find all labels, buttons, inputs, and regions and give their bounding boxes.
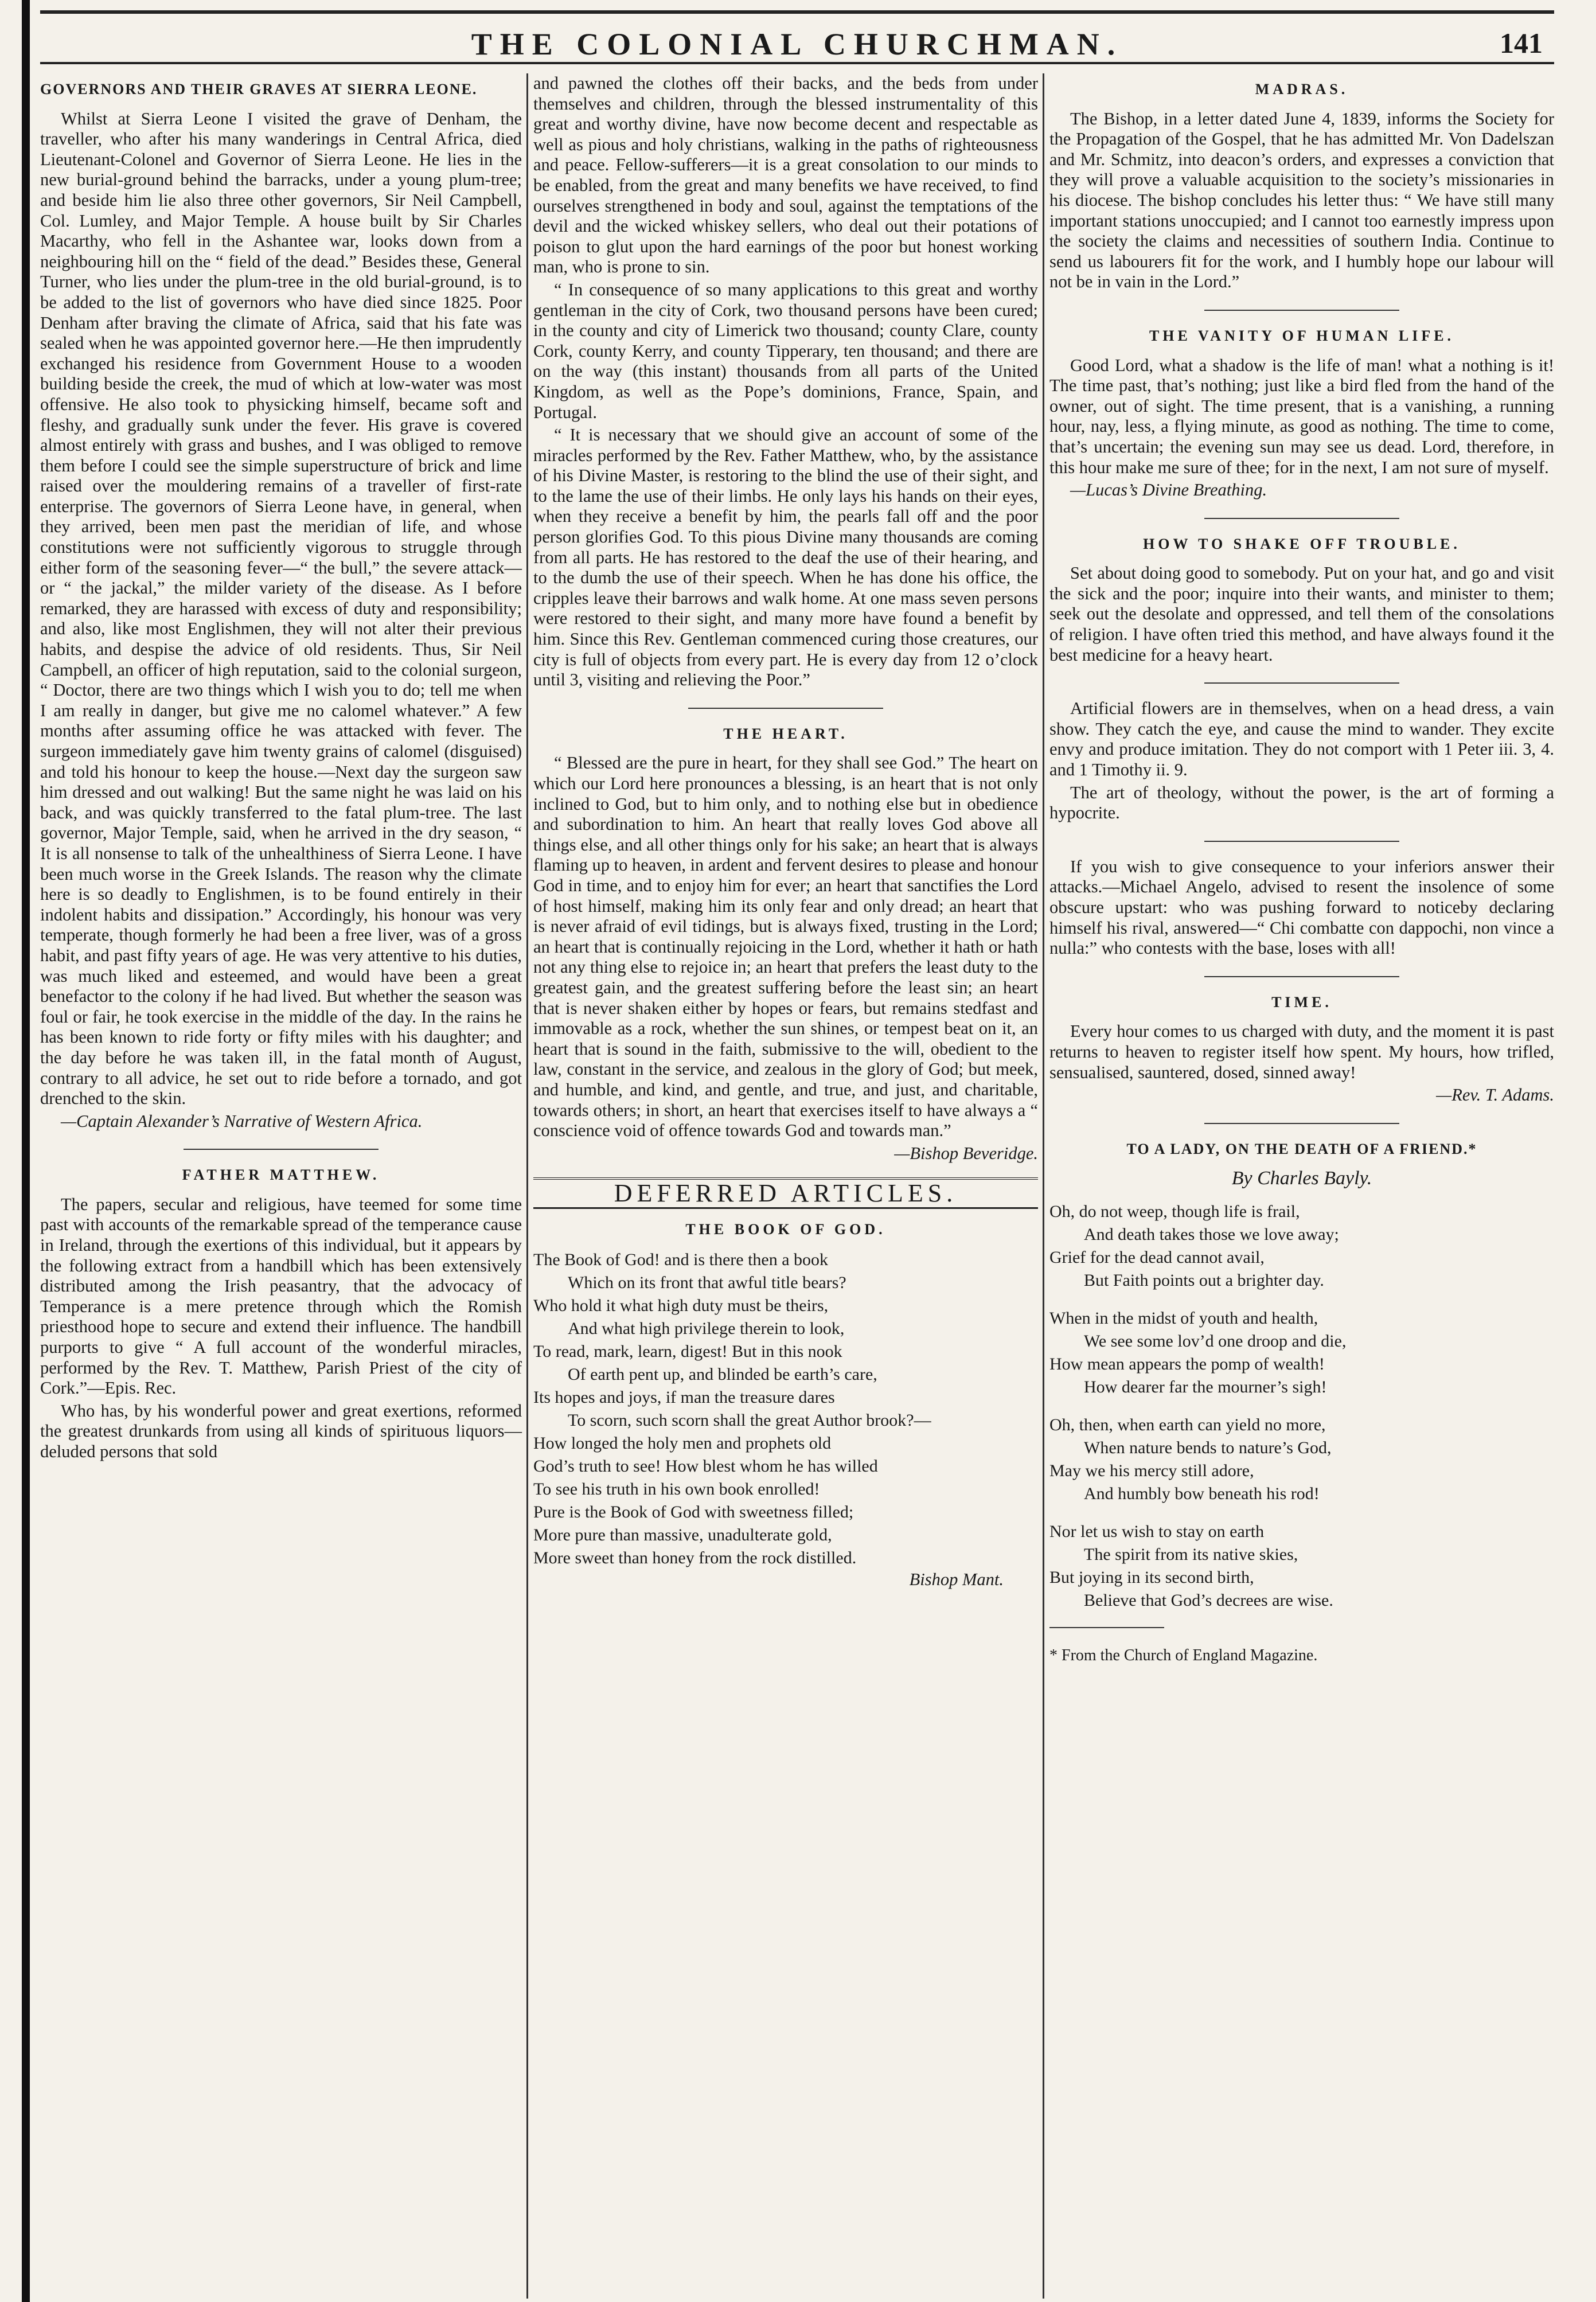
column-divider [1043,73,1044,2299]
poem-line: How longed the holy men and prophets old [533,1434,832,1453]
column-middle [533,73,1038,1590]
poem-line: We see some lov’d one droop and die, [1084,1331,1347,1351]
poem-line: Believe that God’s decrees are wise. [1084,1590,1333,1610]
poem-line: Oh, do not weep, though life is frail, [1049,1201,1300,1221]
poem-line: More sweet than honey from the rock distilled. [533,1548,857,1568]
section-rule [1204,1123,1399,1124]
poem-stanza [1049,1414,1554,1505]
page-number: 141 [1500,27,1543,59]
footnote: * From the Church of England Magazine. [1049,1646,1318,1664]
article-body-theology: The art of theology, without the power, is the art of forming a hypocrite. [1049,782,1554,823]
page-header [40,0,1554,69]
section-rule [1204,682,1399,684]
poem-lady [1049,1200,1554,1612]
column-divider [526,73,528,2299]
poem-line: How mean appears the pomp of wealth! [1049,1354,1325,1374]
article-credit: —Lucas’s Divine Breathing. [1070,480,1267,500]
header-bottom-rule [40,62,1554,64]
article-heading-time: TIME. [1271,993,1332,1010]
article-paragraph: “ It is necessary that we should give an account of some of the miracles performed by the Rev. Father Matthew, who, by the assistance of his Divine Master, is restoring to the blind the use of their sight, and to the lame the use of their limbs. He only lays his hands on their eyes, when they receive a benefit by him, the pearls fall off and the poor person glorifies God. To this pious Divine many thousands are coming from all parts. He has restored to the deaf the use of their hearing, and to the dumb the use of their speech. When he has done his office, the cripples leave their barrows and walk home. At one mass seven persons were restored to their sight, and many more have found a benefit by him. Since this Rev. Gentleman commenced curing those creatures, our city is full of objects from every part. He is every day from 12 o’clock until 3, visiting and relieving the Poor.” [533,425,1038,690]
poem-line: The spirit from its native skies, [1084,1544,1298,1564]
article-body-vanity: Good Lord, what a shadow is the life of man! what a nothing is it! The time past, that’s nothing; just like a bird fled from the hand of the owner, out of sight. The time present, that is a vanishing, a running hour, nay, less, a flying minute, as good as nothing. The time to come, that’s uncertain; the evening sun may see us dead. Lord, therefore, in this hour make me sure of thee; for in the next, I am not sure of myself. [1049,355,1554,477]
poem-line: Oh, then, when earth can yield no more, [1049,1415,1326,1434]
poem-line: Grief for the dead cannot avail, [1049,1247,1265,1267]
article-heading-vanity: THE VANITY OF HUMAN LIFE. [1149,327,1455,344]
poem-line: Nor let us wish to stay on earth [1049,1521,1265,1541]
section-rule [1204,976,1399,977]
poem-line: And death takes those we love away; [1084,1224,1339,1244]
masthead-title: THE COLONIAL CHURCHMAN. [471,27,1123,61]
article-body-madras: The Bishop, in a letter dated June 4, 1839, informs the Society for the Propagation of the Gospel, that he has admitted Mr. Von Dadelszan and Mr. Schmitz, into deacon’s orders, and expresses a conviction that they will prove a valuable acquisition to the society’s missionaries in his diocese. The bishop concludes his letter thus: “ We have still many important stations unoccupied; and I cannot too earnestly impress upon the society the claims and necessities of southern India. Continue to send us labourers fit for the work, and I humbly hope our labour will not be in vain in the Lord.” [1049,108,1554,292]
poem-line: Pure is the Book of God with sweetness filled; [533,1503,854,1522]
poem-stanza [1049,1307,1554,1399]
poem-line: And what high privilege therein to look, [568,1319,845,1339]
header-top-rule [40,10,1554,14]
article-paragraph: “ In consequence of so many applications to this great and worthy gentleman in the city of Cork, two thousand persons have been cured; in the county and city of Limerick two thousand; county Clare, county Cork, county Kerry, and county Tipperary, ten thousand; and there are on the way (this instant) thousands from all parts of the United Kingdom, as well as the Pope’s dominions, France, Spain, and Portugal. [533,279,1038,422]
poem-line: Of earth pent up, and blinded be earth’s care, [568,1365,877,1384]
article-heading-trouble: HOW TO SHAKE OFF TROUBLE. [1143,535,1461,552]
footnote-rule [1049,1627,1164,1628]
article-body-father-matthew: The papers, secular and religious, have teemed for some time past with accounts of the remarkable spread of the temperance cause in Ireland, through the exertions of this individual, but it appears by the following extract from a handbill which has been extensively distributed among the Irish peasantry, that the advocacy of Temperance is a mere pretence through which the Romish priesthood hope to secure and extend their influence. The handbill purports to give “ A full account of the wonderful miracles, performed by the Rev. T. Matthew, Parish Priest of the city of Cork.”—Epis. Rec. [40,1194,522,1398]
poem-line: Who hold it what high duty must be theirs, [533,1296,829,1316]
poem-line: Its hopes and joys, if man the treasure dares [533,1388,835,1407]
poem-line: God’s truth to see! How blest whom he has willed [533,1457,878,1476]
poem-line: May we his mercy still adore, [1049,1461,1254,1480]
section-rule [184,1149,378,1150]
article-body-angelo: If you wish to give consequence to your inferiors answer their attacks.—Michael Angelo, advised to resent the insolence of some obscure upstart: who was pushing forward to noticeby declaring himself his rival, answered—“ Chi combatte con dappochi, non vince a nulla:” who contests with the base, loses with all! [1049,856,1554,958]
poem-line: To read, mark, learn, digest! But in this nook [533,1342,842,1361]
poem-line: How dearer far the mourner’s sigh! [1084,1377,1327,1396]
poem-line: But Faith points out a brighter day. [1084,1270,1324,1290]
poem-line: To scorn, such scorn shall the great Author brook?— [568,1411,931,1430]
binding-margin-rule [22,0,30,2302]
poem-line: And humbly bow beneath his rod! [1084,1484,1320,1503]
section-rule [1204,518,1399,519]
article-heading-sierra-leone: GOVERNORS AND THEIR GRAVES AT SIERRA LEONE. [40,81,478,97]
poem-heading-book-of-god: THE BOOK OF GOD. [685,1220,886,1238]
article-credit: —Rev. T. Adams. [1436,1085,1554,1105]
poem-line: To see his truth in his own book enrolled! [533,1480,820,1499]
poem-heading-lady: TO A LADY, ON THE DEATH OF A FRIEND.* [1126,1140,1477,1157]
poem-line: But joying in its second birth, [1049,1567,1254,1587]
poem-line: When in the midst of youth and health, [1049,1308,1318,1328]
poem-book-of-god [533,1248,1038,1570]
poem-signature: Bishop Mant. [909,1570,1004,1590]
article-continuation: and pawned the clothes off their backs, and the beds from under themselves and children, through the blessed instrumentality of this great and worthy divine, have now become decent and respectable as well as pious and holy christians, walking in the paths of righteousness and peace. Fellow-sufferers—it is a great consolation to our minds to be enabled, from the great and many benefits we have received, to find ourselves strengthened in body and soul, against the temptations of the devil and the wicked whiskey sellers, who deal out their potations of poison to glut upon the hard earnings of the poor but honest working man, who is prone to sin. [533,73,1038,277]
poem-line: The Book of God! and is there then a book [533,1250,829,1270]
article-body-the-heart: “ Blessed are the pure in heart, for they shall see God.” The heart on which our Lord here pronounces a blessing, is an heart that is not only inclined to God, but to him only, and to nothing else but in obedience and subordination to him. An heart that really loves God above all things else, and all other things only for his sake; an heart that is always flaming up to heaven, in ardent and fervent desires to please and honour God in time, and to enjoy him for ever; an heart that sanctifies the Lord of host himself, making him its only fear and only dread; an heart that is never afraid of evil tidings, but is always fixed, trusting in the Lord; an heart that is continually rejoicing in the Lord, whether it hath or hath not any thing else to rejoice in; an heart that prefers the least duty to the greatest gain, and the greatest suffering before the least sin; an heart that is never shaken either by hopes or fears, but remains stedfast and immovable as a rock, whether the sun shines, or tempest beat on it, an heart that is sound in the faith, submissive to the will, obedient to the law, constant in the service, and zealous in the glory of God; but meek, and humble, and kind, and gentle, and true, and just, and charitable, towards others; in short, an heart that exercises itself to have always a “ conscience void of offence towards God and towards man.” [533,753,1038,1141]
poem-stanza [1049,1520,1554,1612]
article-credit: —Bishop Beveridge. [894,1143,1038,1163]
article-body-father-matthew-2: Who has, by his wonderful power and great exertions, reformed the greatest drunkards from using all kinds of spirituous liquors—deluded persons that sold [40,1400,522,1461]
column-right [1049,73,1554,1666]
poem-line: Which on its front that awful title bears? [568,1273,846,1293]
section-rule [1204,841,1399,842]
poem-line: When nature bends to nature’s God, [1084,1438,1332,1457]
article-heading-madras: MADRAS. [1255,81,1349,97]
section-rule [688,708,883,709]
poem-line: More pure than massive, unadulterate gold, [533,1525,832,1545]
poem-stanza [1049,1200,1554,1292]
article-heading-the-heart: THE HEART. [723,725,848,742]
article-body-flowers: Artificial flowers are in themselves, when on a head dress, a vain show. They catch the eye, and cause the mind to wander. They excite envy and produce imitation. They do not comport with 1 Peter iii. 3, 4. and 1 Timothy ii. 9. [1049,699,1554,780]
article-credit: —Captain Alexander’s Narrative of Western Africa. [61,1111,423,1131]
column-left [40,73,522,1465]
article-heading-father-matthew: FATHER MATTHEW. [182,1166,380,1184]
section-rule [1204,310,1399,311]
article-body-time: Every hour comes to us charged with duty, and the moment it is past returns to heaven to register itself how spent. My hours, how trifled, sensualised, sauntered, dosed, sinned away! [1049,1021,1554,1082]
deferred-articles-banner: DEFERRED ARTICLES. [533,1177,1038,1209]
poem-author: By Charles Bayly. [1231,1168,1372,1189]
article-body-trouble: Set about doing good to somebody. Put on your hat, and go and visit the sick and the poor; inquire into their wants, and minister to them; seek out the desolate and oppressed, and tell them of the consolations of religion. I have often tried this method, and have always found it the best medicine for a heavy heart. [1049,563,1554,665]
article-body-sierra-leone: Whilst at Sierra Leone I visited the grave of Denham, the traveller, who after his many wanderings in Central Africa, died Lieutenant-Colonel and Governor of Sierra Leone. He lies in the new burial-ground behind the barracks, under a young plum-tree; and beside him lie also three other governors, Sir Neil Campbell, Col. Lumley, and Major Temple. A house built by Sir Charles Macarthy, who fell in the Ashantee war, looks down from a neighbouring hill on the “ field of the dead.” Besides these, General Turner, who lies under the plum-tree in the old burial-ground, is to be added to the list of governors who have died since 1825. Poor Denham after braving the climate of Africa, said that his fate was sealed when he was appointed governor here.—He then imprudently exchanged his residence from Government House to a wooden building beside the creek, the mud of which at low-water was most offensive. He also took to physicking himself, became soft and fleshy, and gradually sunk under the fever. His grave is covered almost entirely with grass and bushes, and I was obliged to remove them before I could see the simple superstructure of brick and lime raised over the mouldering remains of a traveller of first-rate enterprise. The governors of Sierra Leone have, in general, when they arrived, been men past the meridian of life, and whose constitutions were not sufficiently vigorous to struggle through either form of the seasoning fever—“ the bull,” the severe attack—or “ the jackal,” the milder variety of the disease. As I before remarked, they are harassed with excess of duty and responsibility; and also, like most Englishmen, they will not alter their previous habits, and despise the advice of old residents. Thus, Sir Neil Campbell, an officer of high reputation, said to the colonial surgeon, “ Doctor, there are two things which I wish you to do; tell me when I am really in danger, but give me no calomel whatever.” A few months after assuming office he was attacked with fever. The surgeon immediately gave him twenty grains of calomel (disguised) and told his honour to keep the house.—Next day the surgeon saw him dressed and out walking! But the same night he was laid on his back, and was quickly transferred to the fatal plum-tree. The last governor, Major Temple, said, when he arrived in the dry season, “ It is all nonsense to talk of the unhealthiness of Sierra Leone. I have been much worse in the Greek Islands. The reason why the climate here is so deadly to Englishmen, is to be found entirely in their indolent habits and dissipation.” Accordingly, his honour was very temperate, though formerly he had been a free liver, was of a gross habit, and past fifty years of age. He was very attentive to his duties, was much liked and esteemed, and would have been a great benefactor to the colony if he had lived. But whether the season was foul or fair, he took exercise in the middle of the day. In the rains he has been known to ride forty or fifty miles with his daughter; and the day before he was taken ill, in the fatal month of August, contrary to all advice, he set out to ride before a tornado, and got drenched to the skin. [40,108,522,1109]
